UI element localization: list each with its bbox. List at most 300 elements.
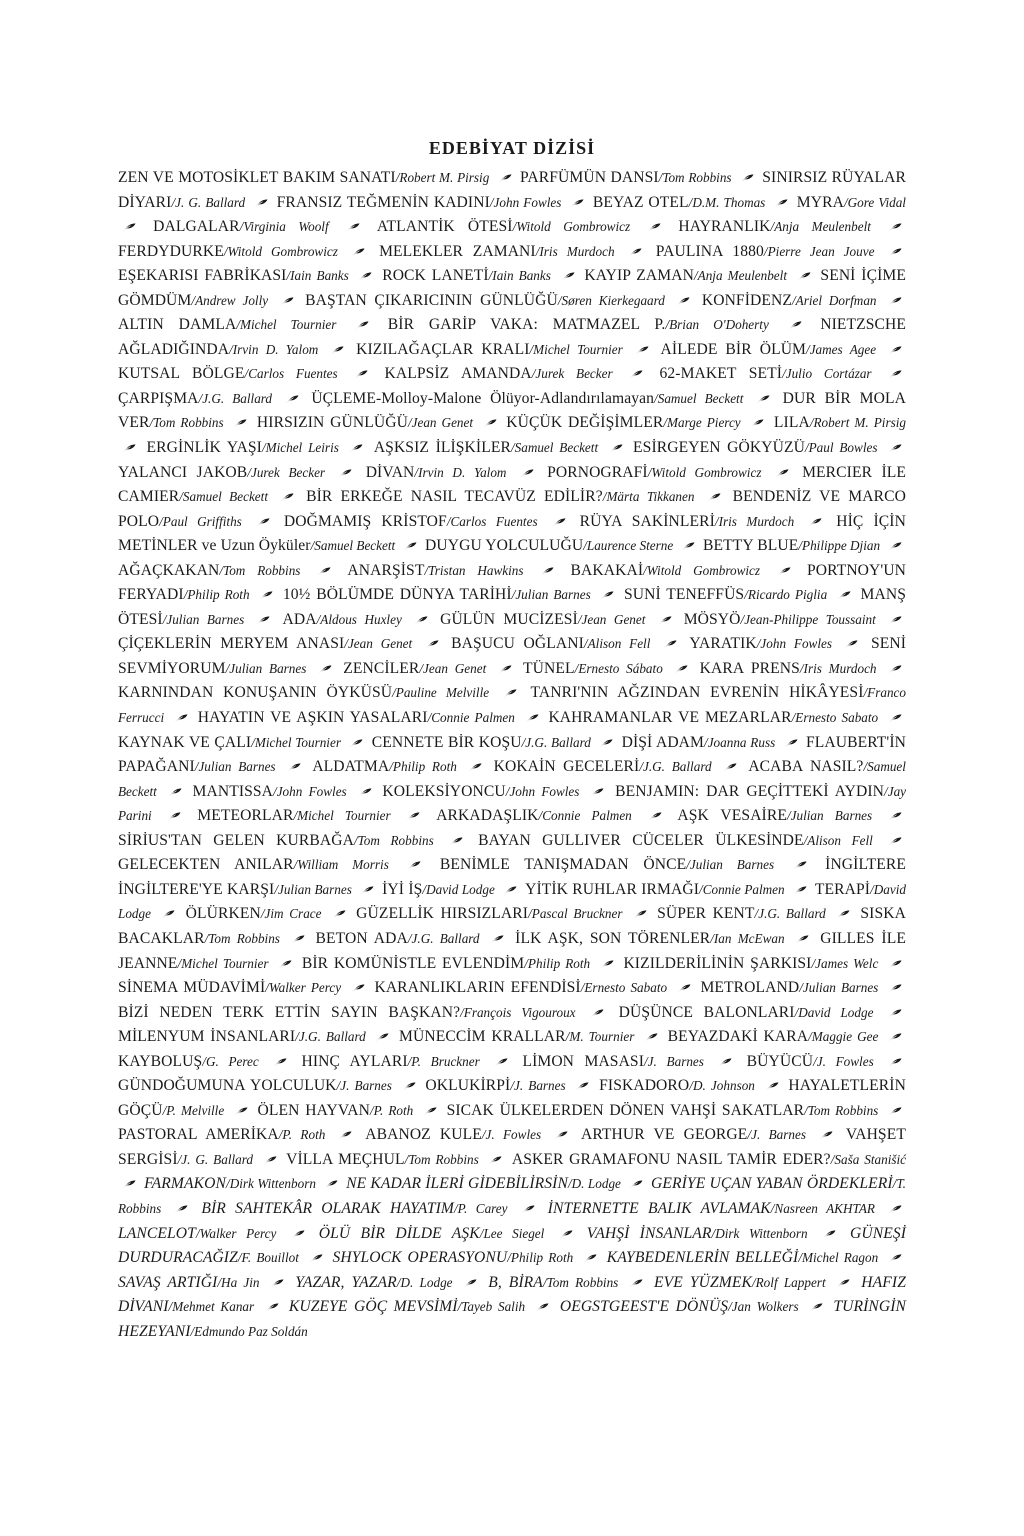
book-title: NIETZSCHE AĞLADIĞINDA — [118, 316, 906, 358]
book-author: D.M. Thomas — [692, 194, 766, 210]
quill-pen-icon — [775, 199, 788, 207]
book-author: Tom Robbins — [408, 1151, 479, 1167]
book-entry — [295, 1274, 452, 1291]
quill-pen-icon — [889, 248, 902, 256]
book-author: Witold Gombrowicz — [516, 219, 631, 235]
title-author-slash: / — [639, 759, 643, 775]
book-title: DALGALAR — [153, 218, 240, 236]
title-author-slash: / — [183, 587, 188, 603]
title-author-slash: / — [260, 906, 265, 922]
book-title: 10½ BÖLÜMDE DÜNYA TARİHİ — [282, 586, 512, 604]
book-title: BİZİ NEDEN TERK ETTİN SAYIN BAŞKAN? — [118, 1003, 461, 1021]
book-entry — [425, 1077, 565, 1094]
book-author: Samuel Beckett — [182, 489, 268, 505]
book-entry — [118, 562, 300, 579]
book-entry — [774, 414, 906, 431]
book-author: Marge Piercy — [667, 415, 741, 431]
book-entry — [425, 537, 673, 554]
title-author-slash: / — [704, 734, 708, 750]
book-entry — [623, 955, 878, 972]
book-title: BİR KOMÜNİSTLE EVLENDİM — [301, 954, 525, 972]
book-author: Jean Genet — [411, 415, 474, 431]
book-title: İLK AŞK, SON TÖRENLER — [515, 929, 711, 947]
book-entry — [197, 807, 390, 824]
quill-pen-icon — [889, 984, 902, 992]
book-entry — [198, 709, 515, 726]
title-author-slash: / — [293, 808, 298, 824]
quill-pen-icon — [359, 788, 372, 796]
book-entry — [689, 635, 832, 652]
title-author-slash: / — [217, 1274, 222, 1290]
book-entry — [118, 635, 412, 652]
title-author-slash: / — [198, 390, 203, 406]
book-title: MİLENYUM İNSANLARI — [118, 1028, 296, 1046]
book-title: BEYAZ OTEL — [592, 193, 689, 211]
quill-pen-icon — [504, 886, 517, 894]
book-title: SÜPER KENT — [657, 905, 755, 923]
title-author-slash: / — [791, 710, 796, 726]
quill-pen-icon — [649, 812, 662, 820]
book-title: KONFİDENZ — [701, 291, 792, 309]
title-author-slash: / — [803, 832, 808, 848]
book-author: Samuel Beckett — [657, 390, 744, 406]
book-entry — [388, 316, 769, 333]
quill-pen-icon — [889, 812, 902, 820]
title-author-slash: / — [481, 1127, 486, 1143]
title-author-slash: / — [658, 170, 663, 185]
title-author-slash: / — [870, 881, 874, 897]
quill-pen-icon — [408, 861, 421, 869]
book-author: Jean Genet — [347, 636, 413, 652]
title-author-slash: / — [168, 1299, 173, 1315]
book-author: Michel Tournier — [297, 808, 391, 824]
title-author-slash: / — [644, 1053, 648, 1069]
book-author: J.G. Ballard — [643, 759, 712, 775]
book-entry — [306, 488, 694, 505]
quill-pen-icon — [318, 567, 331, 575]
title-author-slash: / — [191, 292, 196, 308]
book-entry — [587, 1225, 808, 1242]
book-title: SUNİ TENEFFÜS — [624, 586, 745, 604]
book-title: ÖLÜ BİR DİLDE AŞK — [318, 1224, 480, 1242]
book-entry — [311, 390, 743, 407]
title-author-slash: / — [521, 734, 526, 750]
book-title: ERGİNLİK YAŞI — [146, 439, 262, 457]
book-title: NE KADAR İLERİ GİDEBİLİRSİN — [346, 1175, 568, 1193]
book-title: GÜZELLİK HIRSIZLARI — [356, 905, 529, 923]
book-entry — [520, 169, 732, 186]
book-entry — [633, 439, 877, 456]
book-author: Witold Gombrowicz — [646, 562, 761, 578]
quill-pen-icon — [889, 297, 902, 305]
book-author: Philip Roth — [392, 759, 457, 775]
title-author-slash: / — [711, 1225, 716, 1241]
book-author: Ha Jin — [221, 1274, 260, 1290]
book-author: Samuel Beckett — [118, 759, 906, 799]
quill-pen-icon — [837, 910, 850, 918]
book-entry — [118, 684, 489, 701]
book-title: TURİNGİN HEZEYANI — [118, 1298, 907, 1340]
book-entry — [700, 979, 878, 996]
quill-pen-icon — [499, 665, 512, 673]
book-entry — [581, 1126, 806, 1143]
book-entry — [584, 267, 787, 284]
book-title: KARA PRENS — [699, 659, 800, 677]
title-author-slash: / — [419, 660, 424, 676]
quill-pen-icon — [292, 1230, 305, 1238]
book-author: J.G. Ballard — [525, 734, 591, 750]
quill-pen-icon — [889, 616, 902, 624]
title-author-slash: / — [688, 194, 693, 210]
quill-pen-icon — [591, 788, 604, 796]
quill-pen-icon — [555, 1131, 568, 1139]
book-entry — [118, 1053, 259, 1070]
book-entry — [257, 1102, 413, 1119]
book-author: Michel Tournier — [239, 317, 337, 333]
book-author: J. Fowles — [485, 1127, 542, 1143]
book-entry — [377, 218, 630, 235]
title-author-slash: / — [219, 562, 224, 578]
book-entry — [678, 218, 871, 235]
quill-pen-icon — [331, 346, 344, 354]
book-author: Andrew Jolly — [195, 292, 269, 308]
title-author-slash: / — [665, 317, 670, 333]
quill-pen-icon — [677, 297, 690, 305]
quill-pen-icon — [601, 960, 614, 968]
quill-pen-icon — [634, 910, 647, 918]
book-title: AŞK VESAİRE — [677, 807, 787, 825]
book-title: KUTSAL BÖLGE — [118, 365, 245, 383]
book-author: Brian O'Doherty — [669, 317, 769, 333]
book-author: Michel Leiris — [265, 440, 339, 456]
book-entry — [525, 881, 785, 898]
quill-pen-icon — [175, 1205, 188, 1213]
quill-pen-icon — [450, 837, 463, 845]
book-author: J. Barnes — [340, 1078, 392, 1094]
title-author-slash: / — [407, 415, 412, 431]
book-author: Maggie Gee — [811, 1029, 879, 1045]
quill-pen-icon — [264, 1156, 277, 1164]
book-entry — [580, 513, 795, 530]
book-author: Jurek Becker — [535, 366, 613, 382]
book-author: Michel Tournier — [254, 734, 341, 750]
book-title: PASTORAL AMERİKA — [118, 1126, 279, 1144]
title-author-slash: / — [798, 1250, 802, 1266]
book-author: Tayeb Salih — [461, 1299, 526, 1315]
book-author: Michel Tournier — [533, 341, 623, 357]
title-author-slash: / — [171, 194, 176, 210]
book-entry — [316, 930, 480, 947]
title-author-slash: / — [740, 611, 745, 627]
title-author-slash: / — [892, 1176, 897, 1192]
book-author: J. Barnes — [751, 1127, 806, 1143]
quill-pen-icon — [235, 1107, 248, 1115]
book-title: ÇARPIŞMA — [118, 389, 199, 407]
book-author: Jurek Becker — [250, 464, 326, 480]
quill-pen-icon — [889, 714, 902, 722]
title-author-slash: / — [799, 660, 804, 676]
book-author: J.G. Ballard — [758, 906, 826, 922]
book-title: BETTY BLUE — [703, 537, 799, 555]
title-author-slash: / — [457, 1299, 462, 1315]
book-title: YAZAR, YAZAR — [295, 1273, 397, 1291]
book-author: P. Melville — [166, 1102, 225, 1118]
quill-pen-icon — [286, 395, 299, 403]
title-author-slash: / — [565, 1029, 570, 1045]
book-title: PORNOGRAFİ — [547, 463, 648, 481]
quill-pen-icon — [319, 665, 332, 673]
book-title: GILLES İLE JEANNE — [118, 929, 906, 972]
quill-pen-icon — [266, 1303, 279, 1311]
quill-pen-icon — [630, 1180, 643, 1188]
book-title: ABANOZ KULE — [365, 1126, 482, 1144]
book-author: M. Tournier — [569, 1029, 635, 1045]
title-author-slash: / — [511, 587, 516, 603]
book-title: FLAUBERT'İN PAPAĞANI — [118, 733, 906, 776]
book-author: J. Barnes — [513, 1078, 566, 1094]
book-series-page — [118, 138, 906, 1344]
book-entry — [622, 734, 776, 751]
title-author-slash: / — [414, 464, 419, 480]
book-title: BÜYÜCÜ — [746, 1052, 814, 1070]
quill-pen-icon — [630, 1279, 643, 1287]
quill-pen-icon — [553, 518, 566, 526]
title-author-slash: / — [524, 955, 528, 971]
book-author: Tom Robbins — [662, 170, 732, 185]
title-author-slash: / — [194, 759, 199, 775]
book-entry — [283, 586, 591, 603]
title-author-slash: / — [583, 538, 587, 554]
book-title: BİR SAHTEKÂR OLARAK HAYATIM — [201, 1199, 454, 1217]
book-entry — [515, 930, 784, 947]
book-author: Carlos Fuentes — [248, 366, 338, 382]
book-entry — [356, 905, 622, 922]
quill-pen-icon — [757, 395, 770, 403]
book-entry — [118, 169, 489, 186]
quill-pen-icon — [168, 812, 181, 820]
book-title: KAYBOLUŞ — [118, 1052, 203, 1070]
book-author: Laurence Sterne — [586, 538, 674, 554]
book-title: AİLEDE BİR ÖLÜM — [660, 340, 807, 358]
quill-pen-icon — [889, 346, 902, 354]
book-author: Philippe Djian — [802, 538, 881, 554]
book-author: Tom Robbins — [546, 1274, 619, 1290]
book-author: P. Bruckner — [411, 1053, 480, 1069]
book-author: Robert M. Pirsig — [399, 170, 490, 185]
quill-pen-icon — [889, 1205, 902, 1213]
title-author-slash: / — [756, 636, 761, 652]
quill-pen-icon — [169, 788, 182, 796]
quill-pen-icon — [356, 321, 369, 329]
quill-pen-icon — [162, 910, 175, 918]
book-title: MELEKLER ZAMANI — [379, 242, 536, 260]
book-title: ROCK LANETİ — [382, 267, 489, 285]
book-title: PAULINA 1880 — [655, 242, 764, 260]
title-author-slash: / — [229, 341, 233, 357]
title-author-slash: / — [353, 832, 358, 848]
quill-pen-icon — [776, 469, 789, 477]
quill-pen-icon — [123, 1180, 136, 1188]
title-author-slash: / — [751, 1274, 756, 1290]
book-author: Ernesto Sábato — [578, 660, 663, 676]
book-author: Iris Murdoch — [718, 513, 795, 529]
book-title: SİNEMA MÜDAVİMİ — [118, 979, 266, 997]
book-author: Søren Kierkegaard — [561, 292, 665, 308]
title-author-slash: / — [239, 219, 244, 235]
title-author-slash: / — [811, 955, 816, 971]
book-title: HAYRANLIK — [678, 218, 771, 236]
book-author: Iain Banks — [290, 268, 349, 284]
quill-pen-icon — [255, 199, 268, 207]
book-title: DİVAN — [365, 463, 415, 481]
title-author-slash: / — [177, 1151, 182, 1167]
book-author: Iain Banks — [492, 268, 551, 284]
book-entry — [118, 267, 349, 284]
book-title: METEORLAR — [197, 807, 294, 825]
title-author-slash: / — [316, 611, 321, 627]
title-author-slash: / — [654, 390, 658, 406]
book-author: Julian Barnes — [515, 587, 591, 603]
book-author: Ernesto Sabato — [584, 980, 668, 996]
book-entry — [677, 807, 872, 824]
book-author: F. Bouillot — [241, 1250, 299, 1266]
book-title: ÇİÇEKLERİN MERYEM ANASI — [118, 635, 345, 653]
book-author: Edmundo Paz Soldán — [194, 1323, 308, 1339]
title-author-slash: / — [424, 562, 429, 578]
quill-pen-icon — [260, 591, 273, 599]
title-author-slash: / — [162, 1102, 167, 1118]
title-author-slash: / — [689, 1078, 693, 1094]
book-title: SENİ SEVMİYORUM — [118, 635, 906, 677]
title-author-slash: / — [223, 243, 228, 259]
quill-pen-icon — [591, 1009, 604, 1017]
book-entry — [747, 1053, 874, 1070]
book-author: Irvin D. Yalom — [418, 464, 507, 480]
title-author-slash: / — [512, 219, 517, 235]
book-title: İNGİLTERE İNGİLTERE'YE KARŞI — [118, 856, 907, 898]
book-author: James Agee — [809, 341, 877, 357]
book-title: BENDENİZ VE MARCO POLO — [118, 488, 906, 530]
book-title: YİTİK RUHLAR IRMAĞI — [525, 880, 700, 898]
book-title: BAKAKAİ — [570, 561, 644, 579]
book-title: TERAPİ — [814, 880, 871, 898]
book-entry — [440, 611, 645, 628]
title-author-slash: / — [195, 1225, 200, 1241]
title-author-slash: / — [177, 955, 182, 971]
book-title: PORTNOY'UN FERYADI — [118, 561, 907, 604]
quill-pen-icon — [355, 370, 368, 378]
title-author-slash: / — [202, 1053, 206, 1069]
title-author-slash: / — [404, 1151, 409, 1167]
quill-pen-icon — [648, 223, 661, 231]
quill-pen-icon — [541, 567, 554, 575]
quill-pen-icon — [288, 763, 301, 771]
title-author-slash: / — [446, 513, 451, 529]
title-author-slash: / — [809, 415, 814, 431]
book-entry — [343, 660, 486, 677]
title-author-slash: / — [529, 341, 534, 357]
title-author-slash: / — [557, 292, 562, 308]
book-entry — [277, 194, 562, 211]
book-author: Samuel Beckett — [314, 538, 396, 554]
book-entry — [659, 365, 871, 382]
book-title: BAYAN GULLIVER CÜCELER ÜLKESİNDE — [478, 831, 804, 849]
quill-pen-icon — [562, 272, 575, 280]
title-author-slash: / — [395, 170, 400, 185]
book-author: Julian Barnes — [166, 611, 245, 627]
book-entry — [548, 709, 878, 726]
book-author: Jean Genet — [581, 611, 646, 627]
book-entry — [385, 365, 613, 382]
book-author: Walker Percy — [268, 980, 342, 996]
book-entry — [599, 1077, 755, 1094]
title-author-slash: / — [261, 440, 266, 456]
book-title: SINIRSIZ RÜYALAR DİYARI — [118, 169, 906, 211]
book-entry — [372, 734, 591, 751]
book-author: Julian Barnes — [802, 980, 879, 996]
quill-pen-icon — [794, 861, 807, 869]
quill-pen-icon — [798, 272, 811, 280]
book-title: AĞAÇKAKAN — [118, 561, 220, 579]
book-entry — [356, 341, 623, 358]
book-title: HAYALETLERİN GÖÇÜ — [118, 1077, 906, 1119]
book-entry — [548, 1200, 875, 1217]
book-entry — [506, 414, 740, 431]
title-author-slash: / — [392, 685, 396, 701]
quill-pen-icon — [820, 1131, 833, 1139]
quill-pen-icon — [526, 714, 539, 722]
book-author: T. Robbins — [118, 1176, 906, 1216]
title-author-slash: / — [744, 587, 748, 603]
book-author: Franco Ferrucci — [118, 685, 906, 726]
book-entry — [382, 783, 579, 800]
book-entry — [332, 1249, 573, 1266]
book-entry — [447, 1102, 879, 1119]
title-author-slash: / — [577, 611, 582, 627]
quill-pen-icon — [889, 370, 902, 378]
title-author-slash: / — [389, 759, 393, 775]
title-author-slash: / — [273, 783, 277, 799]
quill-pen-icon — [359, 272, 372, 280]
book-title: DUR BİR MOLA VER — [118, 389, 906, 432]
quill-pen-icon — [571, 199, 584, 207]
book-author: Dirk Wittenborn — [715, 1225, 808, 1241]
book-entry — [302, 955, 590, 972]
book-author: Michel Ragon — [802, 1250, 879, 1266]
book-title: KALPSİZ AMANDA — [384, 365, 532, 383]
book-author: J.G. Ballard — [298, 1029, 366, 1045]
book-title: MYRA — [796, 193, 844, 211]
title-author-slash: / — [336, 1078, 341, 1094]
book-entry — [118, 856, 389, 873]
title-author-slash: / — [479, 1225, 484, 1241]
book-author: Mehmet Kanar — [172, 1299, 255, 1315]
book-title: BAŞUCU OĞLANI — [451, 635, 584, 653]
book-entry — [118, 832, 434, 849]
book-entry — [146, 439, 338, 456]
title-author-slash: / — [369, 1102, 374, 1118]
title-author-slash: / — [225, 660, 230, 676]
book-author: P. Roth — [282, 1127, 326, 1143]
quill-pen-icon — [279, 960, 292, 968]
quill-pen-icon — [281, 297, 294, 305]
book-author: Märta Tikkanen — [606, 489, 695, 505]
title-author-slash: / — [538, 808, 543, 824]
book-entry — [153, 218, 329, 235]
title-author-slash: / — [531, 366, 536, 382]
quill-pen-icon — [889, 1009, 902, 1017]
book-title: SENİ İÇİME GÖMDÜM — [118, 267, 906, 309]
